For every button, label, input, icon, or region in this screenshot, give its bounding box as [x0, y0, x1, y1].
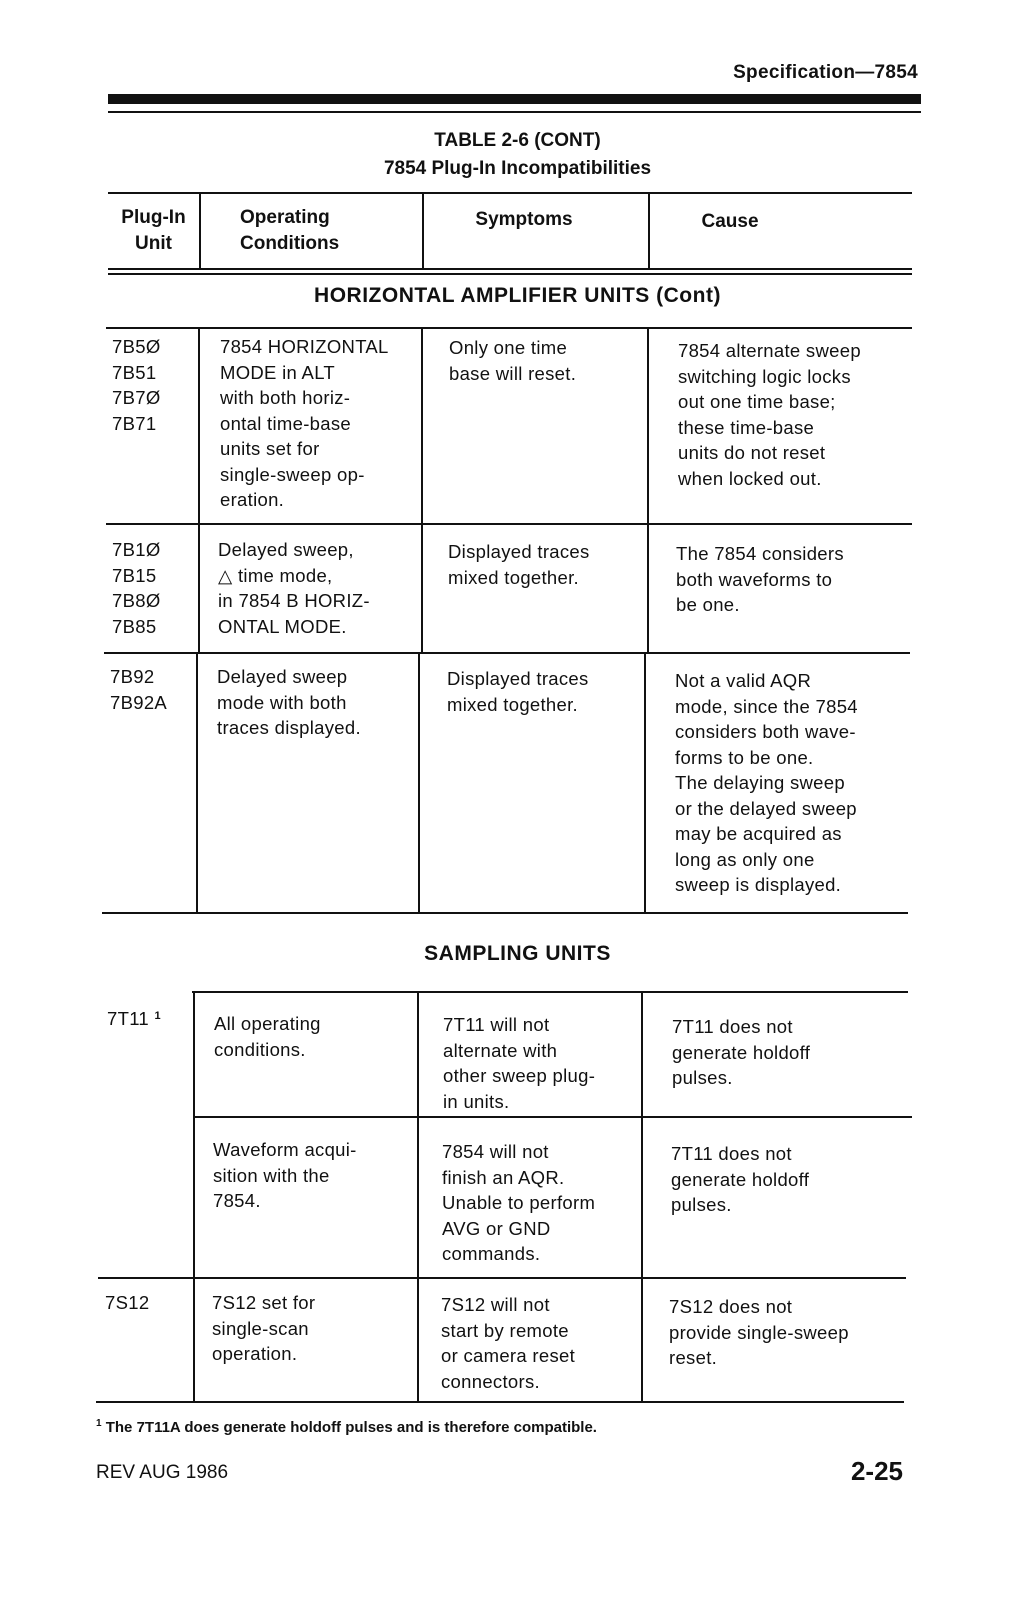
table-title: TABLE 2-6 (CONT): [434, 130, 601, 151]
cell-cause: The 7854 considers both waveforms to be one.: [676, 543, 844, 615]
column-divider: [421, 327, 423, 653]
header-bottom-rule: [108, 273, 912, 275]
footnote-marker: 1: [154, 1010, 161, 1022]
cell-plugin-unit: [107, 1004, 161, 1032]
column-divider: [641, 991, 643, 1401]
cell-cause: Not a valid AQR mode, since the 7854 considers both wave- forms to be one. The delaying sweep or the delayed sweep may be acquired as long as only one sweep is displayed.: [675, 670, 858, 895]
cell-operating-conditions: All operating conditions.: [214, 1013, 321, 1060]
footnote: [96, 1418, 597, 1436]
column-divider: [193, 991, 195, 1401]
table-subtitle: 7854 Plug-In Incompatibilities: [383, 158, 652, 179]
row-rule: [192, 991, 908, 993]
cell-plugin-unit: 7B5Ø 7B51 7B7Ø 7B71: [112, 336, 161, 434]
plugin-unit-label: 7T11: [107, 1008, 149, 1029]
row-rule: [96, 1401, 904, 1403]
cell-plugin-unit: 7B1Ø 7B15 7B8Ø 7B85: [112, 539, 161, 637]
header-bottom-rule: [108, 268, 912, 270]
header-cause: Cause: [701, 211, 759, 232]
row-rule: [102, 912, 908, 914]
column-divider: [647, 327, 649, 653]
cell-operating-conditions: 7S12 set for single-scan operation.: [212, 1292, 316, 1364]
header-rule-thin: [108, 111, 921, 113]
cell-symptoms: 7854 will not finish an AQR. Unable to perform AVG or GND commands.: [442, 1141, 596, 1264]
cell-plugin-unit: 7S12: [105, 1292, 150, 1313]
header-rule-thick: [108, 94, 921, 104]
cell-plugin-unit: 7B92 7B92A: [110, 666, 168, 713]
cell-symptoms: Displayed traces mixed together.: [448, 541, 590, 588]
header-symptoms: Symptoms: [475, 209, 573, 230]
column-divider: [198, 327, 200, 653]
cell-operating-conditions: Waveform acqui- sition with the 7854.: [213, 1139, 357, 1211]
column-divider: [196, 653, 198, 913]
cell-symptoms: Displayed traces mixed together.: [447, 668, 589, 715]
row-rule: [104, 652, 910, 654]
section-title-sampling: SAMPLING UNITS: [424, 942, 611, 965]
header-top-rule: [108, 192, 912, 194]
section-title-horizontal: HORIZONTAL AMPLIFIER UNITS (Cont): [314, 284, 721, 307]
footnote-text: The 7T11A does generate holdoff pulses and is therefore compatible.: [105, 1419, 597, 1436]
header-operating-conditions: Operating Conditions: [240, 207, 340, 254]
page-number: 2-25: [850, 1456, 903, 1486]
footnote-marker: 1: [96, 1418, 102, 1429]
column-divider: [418, 653, 420, 913]
cell-cause: 7T11 does not generate holdoff pulses.: [671, 1143, 810, 1215]
row-rule: [98, 1277, 906, 1279]
cell-cause: 7T11 does not generate holdoff pulses.: [672, 1016, 811, 1088]
cell-operating-conditions: Delayed sweep, △ time mode, in 7854 B HORIZ- ONTAL MODE.: [218, 539, 370, 637]
row-rule: [194, 1116, 912, 1118]
revision-date: REV AUG 1986: [96, 1462, 229, 1483]
column-divider: [644, 653, 646, 913]
header-plugin-unit: Plug-In Unit: [121, 207, 186, 254]
cell-symptoms: 7S12 will not start by remote or camera reset connectors.: [441, 1294, 576, 1392]
row-rule: [106, 327, 912, 329]
cell-cause: 7S12 does not provide single-sweep reset.: [669, 1296, 849, 1368]
cell-operating-conditions: 7854 HORIZONTAL MODE in ALT with both horiz- ontal time-base units set for single-sweep op- eration.: [220, 336, 389, 510]
row-rule: [106, 523, 912, 525]
cell-symptoms: 7T11 will not alternate with other sweep plug- in units.: [443, 1014, 596, 1112]
running-head: Specification—7854: [733, 62, 918, 83]
cell-operating-conditions: Delayed sweep mode with both traces displayed.: [217, 666, 361, 738]
cell-symptoms: Only one time base will reset.: [449, 337, 577, 384]
column-divider: [417, 991, 419, 1401]
header-divider: [199, 192, 201, 268]
cell-cause: 7854 alternate sweep switching logic locks out one time base; these time-base units do not reset when locked out.: [678, 340, 861, 489]
